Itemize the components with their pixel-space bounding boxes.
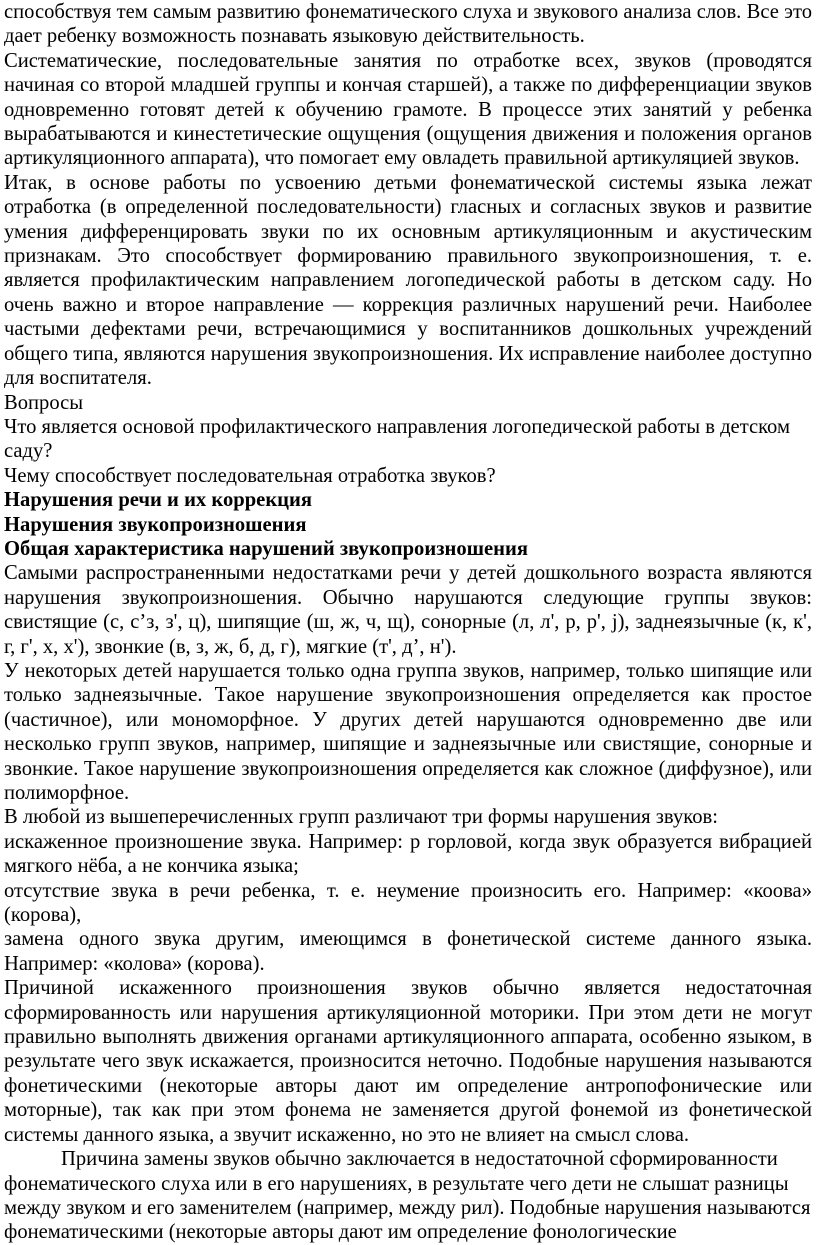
list-item-absence: отсутствие звука в речи ребенка, т. е. неумение произносить его. Например: «коова» (корова), xyxy=(4,879,812,927)
heading-sound-pronunciation-disorders: Нарушения звукопроизношения xyxy=(4,513,307,536)
paragraph-distortion-cause: Причиной искаженного произношения звуков обычно является недостаточная сформированность или нарушения артикуляционной моторики. При этом дети не могут правильно выполнять движения органами артикуляционного аппарата, особенно языком, в результате чего звук искажается, произносится неточно. Подобные нарушения называются фонетическими (некоторые авторы дают им определение антропофонические или моторные), так как при этом фонема не заменяется другой фонемой из фонетической системы данного языка, а звучит искаженно, но это не влияет на смысл слова. xyxy=(4,977,812,1146)
paragraph-three-forms: В любой из вышеперечисленных групп различают три формы нарушения звуков: xyxy=(4,806,718,829)
question-2: Чему способствует последовательная отработка звуков? xyxy=(4,464,496,487)
paragraph-replacement-cause: Причина замены звуков обычно заключается в недостаточной сформированности фонематического слуха или в его нарушениях, в результате чего дети не слышат разницы между звуком и его заменителем (например, между рил). Подобные нарушения называются фонематическими (некоторые авторы дают им определение фонологические xyxy=(4,1148,811,1244)
list-item-distorted: искаженное произношение звука. Например: р горловой, когда звук образуется вибрацией мягкого нёба, а не кончика языка; xyxy=(4,830,812,878)
paragraph-sound-groups: Самыми распространенными недостатками речи у детей дошкольного возраста являются нарушения звукопроизношения. Обычно нарушаются следующие группы звуков: свистящие (с, с’з, з', ц), шипящие (ш, ж, ч, щ), сонорные (л, л', р, р', j), заднеязычные (к, к', г, г', х, х'), звонкие (в, з, ж, б, д, г), мягкие (т', д’, н'). xyxy=(4,562,812,658)
questions-label: Вопросы xyxy=(4,391,84,414)
question-1: Что является основой профилактического направления логопедической работы в детском саду? xyxy=(4,415,790,463)
heading-speech-disorders: Нарушения речи и их коррекция xyxy=(4,489,313,512)
paragraph-simple-complex: У некоторых детей нарушается только одна группа звуков, например, только шипящие или только заднеязычные. Такое нарушение звукопроизношения определяется как простое (частичное), или мономорфное. У других детей нарушаются одновременно две или несколько групп звуков, например, шипящие и заднеязычные или свистящие, сонорные и звонкие. Такое нарушение звукопроизношения определяется как сложное (диффузное), или полиморфное. xyxy=(4,659,812,804)
list-item-replacement: замена одного звука другим, имеющимся в фонетической системе данного языка. Например: «колова» (корова). xyxy=(4,928,812,975)
paragraph-intro-end: способствуя тем самым развитию фонематического слуха и звукового анализа слов. Все это дает ребенку возможность познавать языковую действительность. xyxy=(4,1,812,48)
paragraph-summary: Итак, в основе работы по усвоению детьми фонематической системы языка лежат отработка (в определенной последовательности) гласных и согласных звуков и развитие умения дифференцировать звуки по их основным артикуляционным и акустическим признакам. Это способствует формированию правильного звукопроизношения, т. е. является профилактическим направлением логопедической работы в детском саду. Но очень важно и второе направление — коррекция различных нарушений речи. Наиболее частыми дефектами речи, встречающимися у воспитанников дошкольных учреждений общего типа, являются нарушения звукопроизношения. Их исправление наиболее доступно для воспитателя. xyxy=(4,171,812,390)
paragraph-systematic-lessons: Систематические, последовательные занятия по отработке всех, звуков (проводятся начиная со второй младшей группы и кончая старшей), а также по дифференциации звуков одновременно готовят детей к обучению грамоте. В процессе этих занятий у ребенка вырабатываются и кинестетические ощущения (ощущения движения и положения органов артикуляционного аппарата), что помогает ему овладеть правильной артикуляцией звуков. xyxy=(4,49,812,170)
heading-general-characteristics: Общая характеристика нарушений звукопроизношения xyxy=(4,537,529,560)
